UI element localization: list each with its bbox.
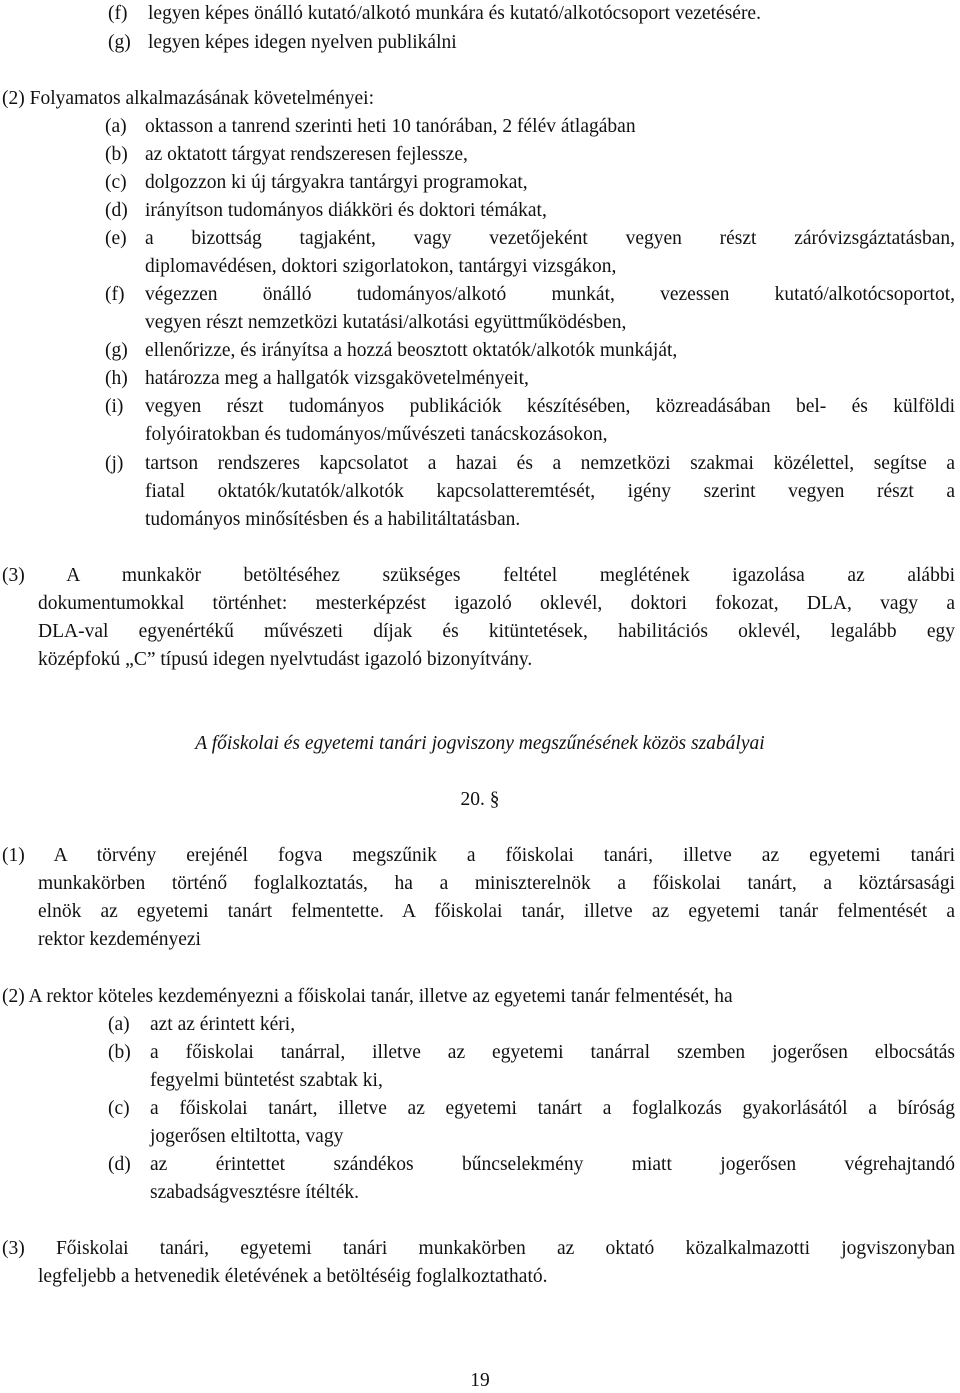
item-text-continued: folyóiratokban és tudományos/művészeti tanácskozásokon,	[145, 424, 608, 445]
item-label: (e)	[105, 228, 127, 249]
paragraph-line: (3) A munkakör betöltéséhez szükséges feltétel meglétének igazolása az alábbi	[2, 565, 955, 586]
item-label: (b)	[108, 1042, 131, 1063]
section-number: 20. §	[460, 789, 500, 810]
item-label: (a)	[108, 1014, 130, 1035]
item-text: ellenőrizze, és irányítsa a hozzá beosztott oktatók/alkotók munkáját,	[145, 340, 678, 361]
paragraph-line: középfokú „C” típusú idegen nyelvtudást igazoló bizonyítvány.	[38, 649, 533, 670]
item-label: (c)	[105, 172, 127, 193]
item-label: (j)	[105, 453, 124, 474]
paragraph-line: legfeljebb a hetvenedik életévének a betöltéséig foglalkoztatható.	[38, 1266, 548, 1287]
page-number: 19	[470, 1370, 490, 1391]
item-text: irányítson tudományos diákköri és doktori témákat,	[145, 200, 547, 221]
item-text-continued: fegyelmi büntetést szabtak ki,	[150, 1070, 383, 1091]
item-label: (a)	[105, 116, 127, 137]
paragraph-line: dokumentumokkal történhet: mesterképzést igazoló oklevél, doktori fokozat, DLA, vagy a	[38, 593, 955, 614]
item-text: legyen képes idegen nyelven publikálni	[148, 32, 457, 53]
item-text: tartson rendszeres kapcsolatot a hazai és a nemzetközi szakmai közélettel, segítse a	[145, 453, 955, 474]
item-text: végezzen önálló tudományos/alkotó munkát, vezessen kutató/alkotócsoportot,	[145, 284, 955, 305]
item-text: a főiskolai tanárt, illetve az egyetemi tanárt a foglalkozás gyakorlásától a bíróság	[150, 1098, 955, 1119]
item-text-continued: diplomavédésen, doktori szigorlatokon, tantárgyi vizsgákon,	[145, 256, 617, 277]
paragraph-line: (1) A törvény erejénél fogva megszűnik a főiskolai tanári, illetve az egyetemi tanári	[2, 845, 955, 866]
item-text: legyen képes önálló kutató/alkotó munkára és kutató/alkotócsoport vezetésére.	[148, 3, 761, 24]
item-label: (f)	[105, 284, 125, 305]
item-text: oktasson a tanrend szerinti heti 10 tanórában, 2 félév átlagában	[145, 116, 636, 137]
item-label: (b)	[105, 144, 128, 165]
paragraph-heading: (2) A rektor köteles kezdeményezni a főiskolai tanár, illetve az egyetemi tanár felmentését, ha	[2, 986, 733, 1007]
item-text-continued: szabadságvesztésre ítélték.	[150, 1182, 359, 1203]
item-text: vegyen részt tudományos publikációk készítésében, közreadásában bel- és külföldi	[145, 396, 955, 417]
item-text: a főiskolai tanárral, illetve az egyetemi tanárral szemben jogerősen elbocsátás	[150, 1042, 955, 1063]
paragraph-line: rektor kezdeményezi	[38, 929, 201, 950]
item-text-continued: tudományos minősítésben és a habilitáltatásban.	[145, 509, 521, 530]
item-label: (d)	[108, 1154, 131, 1175]
item-text: azt az érintett kéri,	[150, 1014, 296, 1035]
item-label: (g)	[108, 32, 131, 53]
item-label: (g)	[105, 340, 128, 361]
item-text: dolgozzon ki új tárgyakra tantárgyi programokat,	[145, 172, 528, 193]
paragraph-line: (3) Főiskolai tanári, egyetemi tanári munkakörben az oktató közalkalmazotti jogviszonyban	[2, 1238, 955, 1259]
item-label: (d)	[105, 200, 128, 221]
item-text: az érintettet szándékos bűncselekmény miatt jogerősen végrehajtandó	[150, 1154, 955, 1175]
item-label: (i)	[105, 396, 124, 417]
item-label: (h)	[105, 368, 128, 389]
item-text-continued: fiatal oktatók/kutatók/alkotók kapcsolatteremtését, igény szerint vegyen részt a	[145, 481, 955, 502]
item-text-continued: jogerősen eltiltotta, vagy	[150, 1126, 344, 1147]
item-text: a bizottság tagjaként, vagy vezetőjeként vegyen részt záróvizsgáztatásban,	[145, 228, 955, 249]
item-label: (f)	[108, 3, 128, 24]
item-text: az oktatott tárgyat rendszeresen fejlessze,	[145, 144, 468, 165]
item-text: határozza meg a hallgatók vizsgakövetelményeit,	[145, 368, 529, 389]
item-label: (c)	[108, 1098, 130, 1119]
paragraph-line: munkakörben történő foglalkoztatás, ha a miniszterelnök a főiskolai tanárt, a köztársasági	[38, 873, 955, 894]
section-title: A főiskolai és egyetemi tanári jogviszony megszűnésének közös szabályai	[195, 733, 765, 754]
item-text-continued: vegyen részt nemzetközi kutatási/alkotási együttműködésben,	[145, 312, 627, 333]
paragraph-line: DLA-val egyenértékű művészeti díjak és kitüntetések, habilitációs oklevél, legalább egy	[38, 621, 955, 642]
paragraph-line: elnök az egyetemi tanárt felmentette. A főiskolai tanár, illetve az egyetemi tanár felmentését a	[38, 901, 955, 922]
section-2-heading: (2) Folyamatos alkalmazásának követelményei:	[2, 88, 374, 109]
